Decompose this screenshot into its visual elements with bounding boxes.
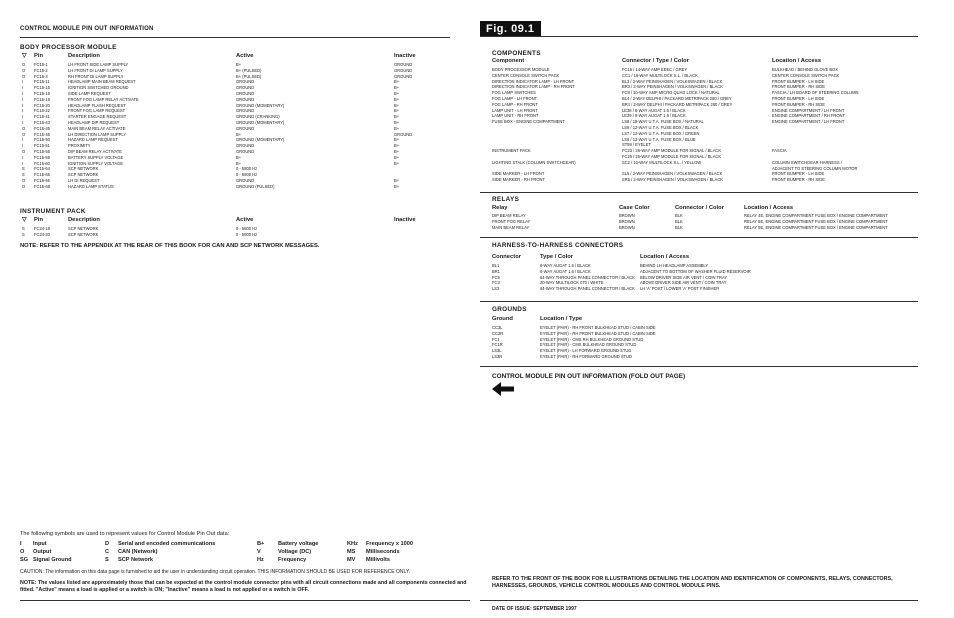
ground-location-cell: EYELET (PAIR) - RH FRONT BULKHEAD STUD / CABIN SIDE — [540, 325, 656, 330]
connector-color-col-header: Connector / Color — [675, 205, 724, 211]
active-cell: 0 - 5800 Hz — [236, 166, 258, 172]
location-cell: ENGINE COMPARTMENT / LH FRONT — [772, 119, 845, 125]
location-cell: FRONT BUMPER - LH SIDE — [772, 171, 825, 177]
active-cell: GROUND (MOMENTARY) — [236, 102, 285, 108]
description-cell: MAIN BEAM RELAY ACTIVATE — [68, 125, 126, 131]
connector-color-cell: BLK — [675, 213, 683, 218]
type-color-col-header: Type / Color — [540, 254, 574, 260]
inactive-cell: B+ — [394, 125, 400, 131]
description-cell: STARTER ENGAGE REQUEST — [68, 114, 127, 120]
type-color-cell: 6-WAY AUGAT 1.6 / BLACK — [540, 268, 591, 274]
ground-location-cell: EYELET (PAIR) - LH FORWARD GROUND STUD — [540, 348, 632, 354]
relay-cell: MAIN BEAM RELAY — [492, 224, 530, 230]
case-color-col-header: Case Color — [619, 205, 650, 211]
connector-cell: ST59 / EYELET — [622, 142, 651, 148]
instrument-pack-table — [20, 226, 450, 238]
components-table — [492, 67, 912, 183]
pin-type-cell: O — [22, 183, 26, 189]
components-title: COMPONENTS — [492, 50, 541, 57]
body-processor-table — [20, 62, 450, 190]
connector-cell: BR4 / 2-WAY DELPHI / PACKARD METRIPACK 280 / GREY — [622, 101, 733, 107]
type-color-cell: 20-WAY MULTILOCK 070 / WHITE — [540, 280, 604, 286]
ground-location-cell: EYELET (PAIR) - RH FORWARD GROUND STUD — [540, 353, 632, 359]
legend-symbol: B+ — [257, 541, 265, 547]
legend-meaning: Battery voltage — [278, 541, 319, 547]
pin-type-cell: I — [22, 102, 24, 108]
connector-cell: LS9 / 12-WAY U.T.A. FUSE BOX / BLACK — [622, 124, 699, 130]
relays-rule — [480, 192, 918, 193]
pin-cell: FC15-66 — [34, 177, 50, 183]
connector-cell: SL5 / 2-WAY PEINSHAGEN / VOLKSWAGEN / BLACK — [622, 171, 723, 177]
connector-cell: BL4 / 2-WAY DELPHI / PACKARD METRIPACK 280 / GREY — [622, 95, 732, 101]
active-cell: B+ — [236, 62, 242, 67]
pin-cell: FC15-68 — [34, 183, 50, 189]
pin-cell: FC15-3 — [34, 73, 48, 79]
pin-type-cell: I — [22, 108, 24, 114]
pin-cell: FC15-11 — [34, 79, 50, 85]
pin-cell: FC15-65 — [34, 172, 50, 178]
pin-type-cell: O — [22, 73, 26, 79]
legend-symbol: MS — [347, 549, 356, 555]
location-cell: ENGINE COMPARTMENT / LH FRONT — [772, 107, 845, 113]
pin-cell: FC15-50 — [34, 137, 50, 143]
legend-symbol: S — [105, 557, 109, 563]
right-footer-rule — [480, 600, 918, 601]
date-of-issue: DATE OF ISSUE: SEPTEMBER 1997 — [492, 606, 577, 612]
inactive-cell: B+ — [394, 148, 400, 154]
inactive-cell: GROUND — [394, 131, 413, 137]
location-cell: ADJACENT TO BOTTOM OF WASHER FLUID RESERVOIR — [640, 268, 751, 274]
component-cell: FOG LAMP SWITCHES — [492, 90, 536, 96]
pin-cell: FC15-15 — [34, 85, 50, 91]
ground-cell: FC1 — [492, 336, 500, 342]
type-color-cell: 64-WAY THROUGH PANEL CONNECTOR / BLACK — [540, 286, 635, 292]
ground-location-cell: EYELET (PAIR) - CMS BULKHEAD GROUND STUD — [540, 342, 637, 348]
inactive-cell: B+ — [394, 108, 400, 114]
location-cell: BELOW DRIVER SIDE AIR VENT / COIN TRAY — [640, 274, 728, 280]
component-cell: INSTRUMENT PACK — [492, 148, 531, 154]
table-row — [492, 177, 912, 183]
active-cell: GROUND — [236, 96, 255, 102]
legend-symbol: O — [20, 549, 25, 555]
values-note: NOTE: The values listed are approximately those that can be expected at the control module connector pins with all circuit connections made and all components connected and fitted. "Active" means a load is applied or a switch is ON; "Inactive" means a load is not applied or a switch is OFF. — [20, 580, 467, 593]
header-rule — [20, 37, 450, 38]
case-color-cell: BROWN — [619, 213, 635, 218]
active-cell: GROUND — [236, 125, 255, 131]
active-cell: B+ — [236, 131, 242, 137]
description-cell: HAZARD LAMP REQUEST — [68, 137, 118, 143]
harness-location-col-header: Location / Access — [640, 254, 690, 260]
description-cell: HEADLAMP MAIN BEAM REQUEST — [68, 79, 136, 85]
location-cell: RELAY 6E, ENGINE COMPARTMENT FUSE BOX / ENGINE COMPARTMENT — [744, 218, 888, 224]
connector-cell: FC15 / 14-WAY AMP EEEC / GREY — [622, 67, 688, 72]
pin-cell: FC15-43 — [34, 119, 50, 125]
active-cell: GROUND — [236, 90, 255, 96]
ground-location-col-header: Location / Type — [540, 316, 583, 322]
legend-symbol: Hz — [257, 557, 264, 563]
pin-cell: FC15-41 — [34, 114, 50, 120]
component-cell: LIGHTING STALK (COLUMN SWITCHGEAR) — [492, 159, 576, 165]
description-cell: SCP NETWORK — [68, 226, 99, 231]
connector-col-header: Connector / Type / Color — [622, 58, 689, 64]
location-cell: FRONT BUMPER - LH SIDE — [772, 78, 825, 84]
grounds-rule — [480, 301, 918, 302]
pin-cell: FC15-20 — [34, 102, 50, 108]
active-cell: B+ — [236, 154, 242, 160]
connector-cell: LE39 / 8-WAY AUGAT 1.6 / BLACK — [622, 113, 686, 119]
pin-col-header: Pin — [34, 217, 44, 223]
inactive-cell: B+ — [394, 85, 400, 91]
pin-cell: FC15-45 — [34, 125, 50, 131]
location-cell: FRONT BUMPER - RH SIDE — [772, 101, 825, 107]
description-cell: LH DI REQUEST — [68, 177, 100, 183]
table-row — [492, 354, 912, 360]
description-cell: BATTERY SUPPLY VOLTAGE — [68, 154, 124, 160]
inactive-cell: GROUND — [394, 73, 413, 79]
connector-cell: LS7 / 12-WAY U.T.A. FUSE BOX / GREEN — [622, 130, 700, 136]
connector-cell: LE38 / 8-WAY AUGAT 1.6 / BLACK — [622, 107, 686, 113]
pin-type-cell: I — [22, 143, 24, 149]
relay-col-header: Relay — [492, 205, 508, 211]
legend-meaning: CAN (Network) — [118, 549, 158, 555]
location-cell: FRONT BUMPER - RH SIDE — [772, 84, 825, 90]
inactive-cell: B+ — [394, 102, 400, 108]
inactive-cell: B+ — [394, 137, 400, 143]
symbol-legend — [20, 541, 460, 565]
harness-title: HARNESS-TO-HARNESS CONNECTORS — [492, 242, 624, 249]
ground-cell: FC1R — [492, 342, 503, 348]
location-cell: ABOVE DRIVER SIDE AIR VENT / COIN TRAY — [640, 280, 727, 286]
description-col-header: Description — [68, 53, 100, 59]
pin-cell: FC15-19 — [34, 96, 50, 102]
location-cell: FASCIA / LH BOARD OF STEERING COLUMN — [772, 90, 859, 96]
location-col-header: Location / Access — [772, 58, 822, 64]
inactive-cell: B+ — [394, 119, 400, 125]
location-cell: RELAY 5E, ENGINE COMPARTMENT FUSE BOX / ENGINE COMPARTMENT — [744, 224, 888, 230]
relays-table — [492, 213, 912, 230]
left-footer-rule — [20, 600, 470, 601]
legend-meaning: Voltage (DC) — [278, 549, 312, 555]
figure-label: Fig. 09.1 — [480, 21, 541, 37]
description-cell: IGNITION SUPPLY VOLTAGE — [68, 160, 123, 166]
description-cell: SCP NETWORK — [68, 231, 99, 237]
active-cell: B+ — [236, 160, 242, 166]
active-cell: GROUND — [236, 85, 255, 91]
connector-cell: FC8 / 10-WAY AMP MICRO QUAD LOCK / NATURAL — [622, 90, 720, 96]
pin-type-cell: I — [22, 79, 24, 85]
legend-meaning: SCP Network — [118, 557, 154, 563]
pin-type-cell: I — [22, 137, 24, 143]
connector-cell: BL1 — [492, 263, 500, 268]
pin-type-cell: O — [22, 131, 26, 137]
location-cell: FRONT BUMPER - LH SIDE — [772, 95, 825, 101]
active-col-header: Active — [236, 217, 254, 223]
legend-symbol: KHz — [347, 541, 358, 547]
description-cell: HEADLAMP DIP REQUEST — [68, 119, 120, 125]
active-cell: GROUND — [236, 177, 255, 183]
legend-meaning: Input — [33, 541, 47, 547]
connector-cell: FC23 / 26-WAY AMP MODULE FOR SIGNAL / BLACK — [622, 148, 722, 154]
description-cell: SIDE LAMP REQUEST — [68, 90, 111, 96]
connector-cell: BR3 / 2-WAY PEINSHAGEN / VOLKSWAGEN / BLACK — [622, 84, 724, 90]
ground-cell: CC3L — [492, 325, 503, 330]
inactive-cell: GROUND — [394, 62, 413, 67]
pin-type-cell: S — [22, 172, 25, 178]
connector-cell: FC3 — [492, 280, 500, 286]
inactive-cell: B+ — [394, 154, 400, 160]
harness-rule — [480, 237, 918, 238]
location-cell: COLUMN SWITCHGEAR HARNESS / — [772, 159, 842, 165]
pin-type-cell: S — [22, 226, 25, 231]
active-cell: 0 - 5800 Hz — [236, 231, 258, 237]
legend-symbol: I — [20, 541, 22, 547]
fig-rule — [480, 36, 918, 37]
legend-symbol: D — [105, 541, 110, 547]
symbols-intro: The following symbols are used to represent values for Control Module Pin Out data: — [20, 531, 230, 537]
description-cell: FRONT FOG LAMP RELAY ACTIVATE — [68, 96, 139, 102]
description-cell: SCP NETWORK — [68, 172, 99, 178]
connector-cell: CC1 / 16-WAY MULTILOCK S.L. / BLACK — [622, 72, 698, 78]
connector-cell: BL3 / 2-WAY PEINSHAGEN / VOLKSWAGEN / BLACK — [622, 78, 723, 84]
description-cell: PROXIMITY — [68, 143, 91, 149]
type-color-cell: 64-WAY THROUGH PANEL CONNECTOR / BLACK — [540, 274, 635, 280]
active-cell: GROUND — [236, 108, 255, 114]
connector-cell: BR1 — [492, 268, 500, 274]
pin-type-cell: I — [22, 96, 24, 102]
component-cell: CENTER CONSOLE SWITCH PACK — [492, 72, 560, 78]
table-row — [492, 286, 912, 292]
pin-type-cell: O — [22, 177, 26, 183]
relay-cell: DIP BEAM RELAY — [492, 213, 526, 218]
description-cell: HAZARD LAMP STATUS — [68, 183, 114, 189]
location-cell: FASCIA — [772, 148, 787, 154]
description-cell: RH FRONT DI LAMP SUPPLY — [68, 73, 124, 79]
relay-cell: FRONT FOG RELAY — [492, 218, 531, 224]
ground-location-cell: EYELET (PAIR) - CMS RH BULKHEAD GROUND STUD — [540, 336, 644, 342]
pin-type-cell: I — [22, 119, 24, 125]
legend-meaning: Signal Ground — [33, 557, 72, 563]
pin-type-cell: S — [22, 231, 25, 237]
pin-type-cell: I — [22, 160, 24, 166]
description-cell: LH DIRECTION LAMP SUPPLY — [68, 131, 127, 137]
inactive-cell: GROUND — [394, 67, 413, 73]
pin-cell: FC15-51 — [34, 143, 50, 149]
location-cell: RELAY 4E, ENGINE COMPARTMENT FUSE BOX / ENGINE COMPARTMENT — [744, 213, 888, 218]
description-cell: DIP BEAM RELAY ACTIVATE — [68, 148, 122, 154]
legend-meaning: Frequency — [278, 557, 307, 563]
grounds-title: GROUNDS — [492, 306, 527, 313]
component-cell: FUSE BOX - ENGINE COMPARTMENT — [492, 119, 565, 125]
pin-cell: FC15-2 — [34, 67, 48, 73]
inactive-cell: B+ — [394, 96, 400, 102]
connector-cell: LS8 / 18-WAY U.T.A. FUSE BOX / NATURAL — [622, 119, 704, 125]
connector-cell: LS6 / 12-WAY U.T.A. FUSE BOX / BLUE — [622, 136, 696, 142]
ground-col-header: Ground — [492, 316, 513, 322]
pin-cell: FC15-55 — [34, 148, 50, 154]
description-cell: LH FRONT SIDE LAMP SUPPLY — [68, 62, 129, 67]
ground-cell: LS3R — [492, 353, 503, 359]
pin-type-cell: S — [22, 166, 25, 172]
inactive-cell: B+ — [394, 79, 400, 85]
active-cell: GROUND — [236, 148, 255, 154]
sym-col-header: ▽ — [22, 53, 27, 59]
case-color-cell: BROWN — [619, 218, 635, 224]
caution-text: CAUTION: The information on this data page is furnished to aid the user in understanding circuit operation. THIS INFORMATION SHOULD BE USED FOR REFERENCE ONLY. — [20, 569, 410, 575]
fold-out-link[interactable]: CONTROL MODULE PIN OUT INFORMATION (FOLD OUT PAGE) — [492, 373, 686, 380]
inactive-cell: B+ — [394, 183, 400, 189]
grounds-table — [492, 325, 912, 360]
footer-note: REFER TO THE FRONT OF THE BOOK FOR ILLUSTRATIONS DETAILING THE LOCATION AND IDENTIFICATION OF COMPONENTS, RELAYS, CONNECTORS, HARNESSES, GROUNDS, VEHICLE CONTROL MODULES AND CONTROL MODULE PINS. — [492, 576, 893, 589]
pin-type-cell: I — [22, 85, 24, 91]
component-cell: DIRECTION INDICATOR LAMP - LH FRONT — [492, 78, 575, 84]
pin-cell: FC15-46 — [34, 131, 50, 137]
component-cell: FOG LAMP - LH FRONT — [492, 95, 538, 101]
connector-color-cell: BLK — [675, 218, 683, 224]
active-cell: GROUND (CRANKING) — [236, 114, 280, 120]
connector-col-header: Connector — [492, 254, 521, 260]
legend-meaning: Frequency x 1000 — [366, 541, 413, 547]
component-col-header: Component — [492, 58, 525, 64]
description-cell: FRONT FOG LAMP REQUEST — [68, 108, 126, 114]
legend-symbol: C — [105, 549, 110, 555]
inactive-cell: B+ — [394, 114, 400, 120]
pin-cell: FC15-16 — [34, 90, 50, 96]
inactive-cell: B+ — [394, 90, 400, 96]
legend-symbol: MV — [347, 557, 356, 563]
inactive-col-header: Inactive — [394, 53, 416, 59]
pin-type-cell: O — [22, 62, 26, 67]
active-cell: GROUND — [236, 79, 255, 85]
legend-meaning: Serial and encoded communications — [118, 541, 216, 547]
description-cell: HEADLAMP FLASH REQUEST — [68, 102, 126, 108]
table-row — [20, 232, 450, 238]
legend-symbol: V — [257, 549, 261, 555]
active-cell: GROUND — [236, 143, 255, 149]
active-cell: GROUND (MOMENTARY) — [236, 119, 285, 125]
connector-cell: FC5 — [492, 274, 500, 280]
location-cell: CENTER CONSOLE SWITCH PACK — [772, 72, 840, 78]
sym-col-header: ▽ — [22, 217, 27, 223]
location-cell: BEHIND LH HEADLAMP ASSEMBLY — [640, 263, 709, 268]
table-row — [20, 184, 450, 190]
instrument-pack-title: INSTRUMENT PACK — [20, 208, 86, 215]
table-row — [492, 225, 912, 231]
description-cell: SCP NETWORK — [68, 166, 99, 172]
pin-cell: FC24-20 — [34, 231, 50, 237]
pin-type-cell: O — [22, 125, 26, 131]
active-cell: 0 - 5800 Hz — [236, 172, 258, 178]
type-color-cell: 6-WAY AUGAT 1.6 / BLACK — [540, 263, 591, 268]
legend-meaning: Milliseconds — [366, 549, 400, 555]
relays-title: RELAYS — [492, 196, 520, 203]
component-cell: SIDE MARKER - RH FRONT — [492, 177, 545, 183]
active-cell: 0 - 5800 Hz — [236, 226, 258, 231]
pin-type-cell: I — [22, 154, 24, 160]
location-cell: BULKHEAD / BEHIND GLOVE BOX — [772, 67, 838, 72]
ground-cell: CC3R — [492, 330, 504, 336]
left-arrow-icon[interactable] — [492, 382, 514, 401]
pin-type-cell: O — [22, 148, 26, 154]
connector-cell: FC25 / 26-WAY AMP MODULE FOR SIGNAL / BLACK — [622, 153, 722, 159]
legend-meaning: Millivolts — [366, 557, 390, 563]
harness-table — [492, 263, 912, 292]
pin-col-header: Pin — [34, 53, 44, 59]
component-cell: DIRECTION INDICATOR LAMP - RH FRONT — [492, 84, 575, 90]
page-header: CONTROL MODULE PIN OUT INFORMATION — [20, 26, 154, 32]
component-cell: FOG LAMP - RH FRONT — [492, 101, 538, 107]
pin-type-cell: O — [22, 67, 26, 73]
active-cell: GROUND (MOMENTARY) — [236, 137, 285, 143]
location-cell: ADJACENT TO STEERING COLUMN MOTOR — [772, 165, 858, 171]
foldout-rule — [480, 366, 918, 367]
component-cell: LAMP UNIT - RH FRONT — [492, 113, 539, 119]
location-cell: FRONT BUMPER - RH SIDE — [772, 177, 825, 183]
inactive-col-header: Inactive — [394, 217, 416, 223]
pin-cell: FC15-56 — [34, 154, 50, 160]
connector-cell: SR5 / 2-WAY PEINSHAGEN / VOLKSWAGEN / BLACK — [622, 177, 724, 183]
component-cell: LAMP UNIT - LH FRONT — [492, 107, 538, 113]
pin-cell: FC24-18 — [34, 226, 50, 231]
connector-cell: SC2 / 10-WAY MULTILOCK S.L. / YELLOW — [622, 159, 702, 165]
location-cell: ENGINE COMPARTMENT / RH FRONT — [772, 113, 846, 119]
legend-meaning: Output — [33, 549, 52, 555]
description-col-header: Description — [68, 217, 100, 223]
active-cell: B+ (PULSED) — [236, 73, 262, 79]
component-cell: SIDE MARKER - LH FRONT — [492, 171, 545, 177]
inactive-cell: B+ — [394, 160, 400, 166]
pin-type-cell: I — [22, 90, 24, 96]
pin-cell: FC15-64 — [34, 166, 50, 172]
component-cell: BODY PROCESSOR MODULE — [492, 67, 550, 72]
description-cell: LH FRONT DI LAMP SUPPLY — [68, 67, 123, 73]
body-processor-title: BODY PROCESSOR MODULE — [20, 44, 117, 51]
location-cell: LH 'A' POST / LOWER 'A' POST FINISHER — [640, 286, 720, 292]
pin-type-cell: I — [22, 114, 24, 120]
can-scp-note: NOTE: REFER TO THE APPENDIX AT THE REAR OF THIS BOOK FOR CAN AND SCP NETWORK MESSAGES. — [20, 243, 320, 249]
active-col-header: Active — [236, 53, 254, 59]
pin-cell: FC15-1 — [34, 62, 48, 67]
relay-location-col-header: Location / Access — [744, 205, 794, 211]
legend-symbol: SG — [20, 557, 29, 563]
case-color-cell: BROWN — [619, 224, 635, 230]
ground-location-cell: EYELET (PAIR) - RH FRONT BULKHEAD STUD / CABIN SIDE — [540, 330, 656, 336]
active-cell: B+ (PULSED) — [236, 67, 262, 73]
connector-color-cell: BLK — [675, 224, 683, 230]
pin-cell: FC15-22 — [34, 108, 50, 114]
ground-cell: LS3L — [492, 348, 502, 354]
description-cell: IGNITION SWITCHED GROUND — [68, 85, 129, 91]
active-cell: GROUND (PULSED) — [236, 183, 275, 189]
pin-cell: FC15-60 — [34, 160, 50, 166]
connector-cell: LS3 — [492, 286, 500, 292]
inactive-cell: B+ — [394, 177, 400, 183]
inactive-cell: B+ — [394, 143, 400, 149]
